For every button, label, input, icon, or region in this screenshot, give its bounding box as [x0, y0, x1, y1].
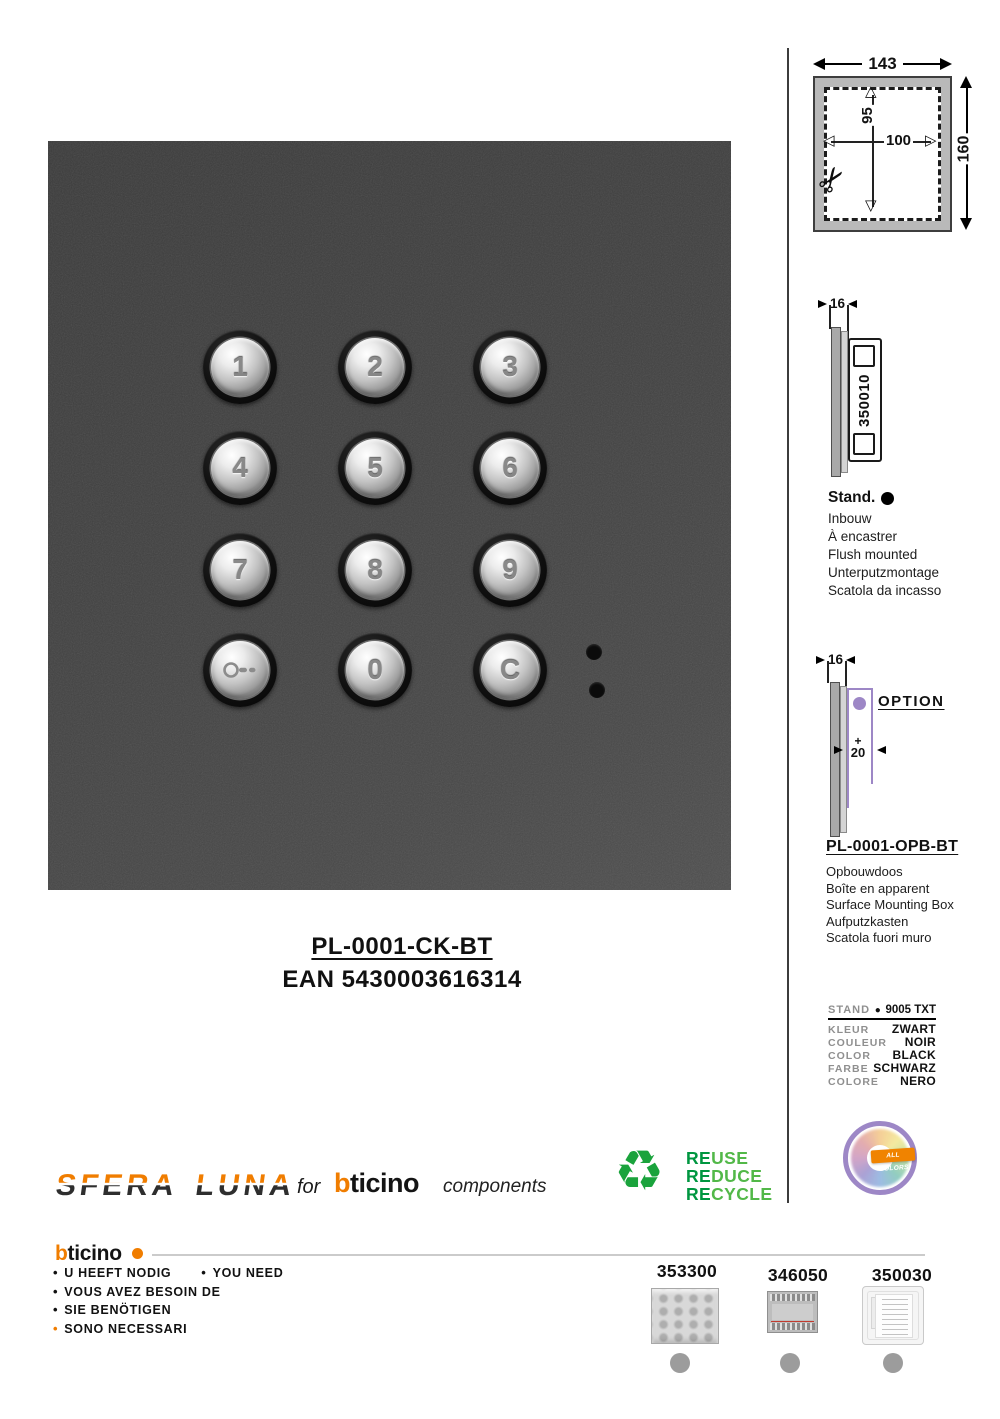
button-cap [481, 641, 539, 699]
button-label: 4 [232, 452, 248, 483]
needs-line [53, 1320, 283, 1339]
finish-row [828, 1022, 936, 1035]
black-dot-icon: ● [874, 1004, 881, 1016]
scissors-icon: ✂ [807, 156, 856, 203]
recycle-line: REUSE [686, 1148, 749, 1168]
finish-value: SCHWARZ [873, 1061, 936, 1075]
all-colors-badge: ALL COLORS [871, 1147, 916, 1163]
cutout-height-value: 160 [955, 135, 973, 163]
needs-text-en: YOU NEED [212, 1266, 284, 1280]
keypad-button-2 [338, 330, 412, 404]
arrow-right-icon [816, 656, 825, 664]
flush-line-en: Flush mounted [828, 547, 918, 562]
flush-depth-dimension [818, 296, 857, 311]
finish-value: NERO [900, 1074, 936, 1088]
instruction-sheet [875, 1294, 913, 1338]
bticino-rest: ticino [67, 1242, 122, 1265]
sfera-luna-logo [54, 1169, 298, 1203]
button-cap [346, 439, 404, 497]
option-label: OPTION [878, 693, 945, 710]
option-extra-depth [845, 736, 871, 758]
bullet-icon: • [53, 1302, 59, 1317]
button-label: 5 [367, 452, 383, 483]
cutout-width-value: 143 [868, 54, 897, 73]
surface-box-code: PL-0001-OPB-BT [826, 838, 959, 855]
availability-dot [883, 1353, 903, 1373]
extra-depth-value: 20 [850, 745, 866, 760]
button-label: 9 [502, 554, 518, 585]
finish-header [828, 1004, 936, 1020]
needs-line [53, 1301, 283, 1320]
button-cap [481, 541, 539, 599]
finish-row [828, 1035, 936, 1048]
bullet-icon: • [201, 1265, 207, 1280]
keypad-button-1 [203, 330, 277, 404]
hollow-right-arrow-icon: ▷ [925, 131, 937, 149]
hollow-up-arrow-icon: △ [865, 82, 877, 100]
option-line-fr: Boîte en apparent [826, 880, 930, 896]
needs-text-fr: VOUS AVEZ BESOIN DE [64, 1284, 221, 1299]
option-depth-dimension [816, 652, 855, 667]
needs-text-nl: U HEEFT NODIG [64, 1266, 172, 1280]
bticino-b: b [334, 1168, 350, 1198]
bullet-icon: • [53, 1265, 59, 1280]
finish-value: ZWART [891, 1022, 936, 1036]
bullet-icon-orange: • [53, 1320, 59, 1336]
needs-text-it: SONO NECESSARI [64, 1321, 188, 1336]
panel-texture [48, 141, 731, 890]
product-ean: EAN 5430003616314 [282, 966, 522, 993]
led-indicator-bottom [589, 682, 605, 698]
flush-box-module [848, 338, 882, 462]
button-label: 3 [502, 351, 518, 382]
button-label: 0 [367, 654, 383, 685]
finish-table [828, 1022, 936, 1087]
hollow-down-arrow-icon: ▽ [865, 196, 877, 214]
bticino-footer-logo [55, 1242, 122, 1266]
option-front-plate [830, 682, 840, 837]
finish-label: KLEUR [828, 1024, 870, 1036]
cutout-inner-width-value: 100 [886, 132, 912, 149]
button-label: 8 [367, 554, 383, 585]
option-line-nl: Opbouwdoos [826, 864, 903, 879]
option-depth-value: 16 [828, 652, 844, 667]
luna-word: LUNA [193, 1169, 298, 1202]
black-dot-icon [881, 492, 894, 505]
hollow-left-arrow-icon: ◁ [823, 131, 835, 149]
flush-wall-layer [841, 331, 848, 473]
flush-line-de: Unterputzmontage [828, 565, 940, 580]
recycle-icon: ♻ [614, 1139, 665, 1204]
recycle-line: REDUCE [686, 1166, 763, 1186]
button-cap [481, 439, 539, 497]
availability-dot [670, 1353, 690, 1373]
stand-heading [828, 489, 894, 507]
finish-stand-value: 9005 TXT [885, 1004, 936, 1016]
flush-line-it: Scatola da incasso [828, 583, 942, 598]
button-label: 6 [502, 452, 518, 483]
option-descriptions [826, 864, 954, 947]
accent-line [771, 1321, 814, 1323]
keypad-button-0 [338, 633, 412, 707]
button-cap [211, 439, 269, 497]
finish-value: BLACK [892, 1048, 936, 1062]
required-item-code: 353300 [656, 1261, 718, 1281]
keypad-button-clear [473, 633, 547, 707]
keypad-button-9 [473, 533, 547, 607]
option-wall-layer [840, 686, 847, 833]
button-cap [346, 641, 404, 699]
key-icon [222, 659, 258, 681]
option-line-en: Surface Mounting Box [826, 897, 954, 912]
bticino-b: b [55, 1242, 68, 1265]
required-item-code: 346050 [767, 1265, 829, 1285]
finish-row [828, 1048, 936, 1061]
dim-tick [845, 661, 847, 689]
arrow-right-icon [834, 746, 843, 754]
device-face [772, 1304, 813, 1320]
keypad-button-7 [203, 533, 277, 607]
arrow-left-icon [846, 656, 855, 664]
button-label: 2 [367, 351, 383, 382]
button-cap [211, 641, 269, 699]
finish-label: COLOR [828, 1050, 871, 1062]
flush-front-plate [831, 327, 841, 477]
keypad-button-5 [338, 431, 412, 505]
dim-tick [827, 661, 829, 683]
product-photo-350030 [862, 1286, 924, 1345]
needs-text-de: SIE BENÖTIGEN [64, 1303, 172, 1317]
option-line-it: Scatola fuori muro [826, 930, 932, 945]
button-cap [346, 541, 404, 599]
keypad-button-4 [203, 431, 277, 505]
button-label: C [499, 654, 521, 685]
sfera-word: SFERA [53, 1169, 181, 1202]
arrow-left-icon [813, 58, 825, 70]
arrow-left-icon [848, 300, 857, 308]
finish-value: NOIR [904, 1035, 936, 1049]
button-cap [211, 541, 269, 599]
product-photo-353300 [651, 1288, 719, 1344]
button-cap [481, 338, 539, 396]
button-label: 7 [232, 554, 248, 585]
cutout-dashed-opening [824, 87, 941, 221]
you-need-list [53, 1264, 283, 1338]
flush-depth-value: 16 [830, 296, 846, 311]
flush-line-nl: Inbouw [828, 511, 872, 526]
product-photo-346050 [767, 1291, 818, 1333]
bullet-icon: • [53, 1283, 59, 1299]
flush-descriptions [828, 510, 941, 600]
terminal-strip [770, 1323, 815, 1330]
required-item-code: 350030 [871, 1265, 933, 1285]
button-label: 1 [232, 351, 248, 382]
inner-horizontal-dim-line [831, 141, 931, 143]
purple-dot-icon [853, 697, 866, 710]
recycle-slogan [686, 1149, 772, 1203]
finish-row [828, 1074, 936, 1087]
keypad-button-6 [473, 431, 547, 505]
stand-label: Stand. [828, 489, 876, 506]
arrow-left-icon [877, 746, 886, 754]
flush-line-fr: À encastrer [828, 529, 898, 544]
needs-line [53, 1283, 283, 1302]
surface-box-outline-extension [847, 784, 849, 808]
terminal-strip [770, 1294, 815, 1301]
arrow-down-icon [960, 218, 972, 230]
keypad-button-3 [473, 330, 547, 404]
keypad-panel-photo [48, 141, 731, 890]
availability-dot [780, 1353, 800, 1373]
arrow-right-icon [940, 58, 952, 70]
button-cap [346, 338, 404, 396]
button-cap [211, 338, 269, 396]
finish-label: COLORE [828, 1076, 879, 1088]
dim-tick [829, 305, 831, 329]
finish-stand-label: STAND [828, 1004, 871, 1016]
finish-label: COULEUR [828, 1037, 887, 1049]
footer-divider-line [152, 1254, 925, 1256]
product-code: PL-0001-CK-BT [311, 933, 493, 960]
orange-dot-icon [132, 1248, 143, 1259]
plus-sign: + [854, 734, 862, 748]
flush-module-code: 350010 [856, 373, 874, 427]
components-text: components [443, 1176, 547, 1197]
needs-line [53, 1264, 283, 1283]
keypad-button-8 [338, 533, 412, 607]
option-line-de: Aufputzkasten [826, 913, 909, 929]
keypad-button-key [203, 633, 277, 707]
bticino-logo [334, 1168, 419, 1199]
finish-label: FARBE [828, 1063, 869, 1075]
bticino-rest: ticino [350, 1168, 419, 1198]
for-text: for [297, 1176, 321, 1198]
led-indicator-top [586, 644, 602, 660]
arrow-right-icon [818, 300, 827, 308]
cutout-inner-height-value: 95 [858, 107, 876, 124]
column-divider [787, 48, 789, 1203]
recycle-line: RECYCLE [686, 1184, 773, 1204]
finish-row [828, 1061, 936, 1074]
cutout-width-dimension [813, 56, 952, 72]
